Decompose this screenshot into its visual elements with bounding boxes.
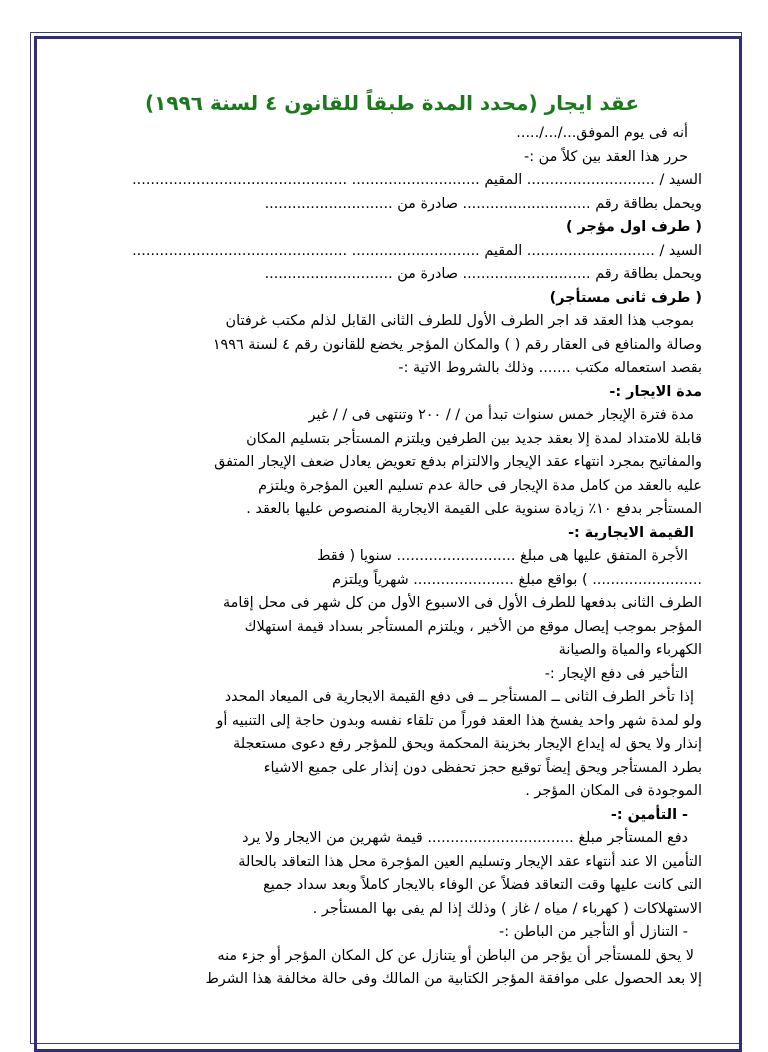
delay-line-3: إنذار ولا يحق له إيداع الإيجار بخزينة المحكمة ويحق للمؤجر رفع دعوى مستعجلة bbox=[233, 736, 702, 752]
party1-label: ( طرف اول مؤجر ) bbox=[565, 219, 702, 235]
duration-line-3: والمفاتيح بمجرد انتهاء عقد الإيجار والالتزام بدفع تعويض يعادل ضعف الإيجار المتفق bbox=[214, 454, 702, 470]
delay-line-5: الموجودة فى المكان المؤجر . bbox=[525, 783, 702, 799]
party2-label: ( طرف ثانى مستأجر) bbox=[549, 289, 702, 306]
delay-heading: التأخير فى دفع الإيجار :- bbox=[544, 665, 688, 682]
rent-line-5: الكهرباء والمياة والصيانة bbox=[558, 642, 702, 658]
preamble-line-1: بموجب هذا العقد قد اجر الطرف الأول للطرف الثانى القابل لذلم مكتب غرفتان bbox=[225, 313, 694, 329]
delay-line-4: بطرد المستأجر ويحق إيضاً توقيع حجز تحفظى دون إنذار على جميع الاشياء bbox=[263, 759, 702, 776]
delay-line-2: ولو لمدة شهر واحد يفسخ هذا العقد فوراً من تلقاء نفسه وبدون حاجة إلى التنبيه أو bbox=[216, 712, 702, 729]
rent-line-4: المؤجر بموجب إيصال موقع من الأخير ، ويلتزم المستأجر بسداد قيمة استهلاك bbox=[244, 618, 702, 635]
rent-line-1: الأجرة المتفق عليها هى مبلغ .......................... سنويا ( فقط bbox=[317, 548, 688, 564]
rent-line-2: ........................ ) بواقع مبلغ ...................... شهرياً ويلتزم bbox=[332, 571, 702, 588]
insurance-line-1: دفع المستأجر مبلغ ................................ قيمة شهرين من الايجار ولا يرد bbox=[242, 830, 688, 846]
lease-contract-document bbox=[82, 90, 702, 992]
sublet-line-1: لا يحق للمستأجر أن يؤجر من الباطن أو يتنازل عن كل المكان المؤجر أو جزء منه bbox=[217, 947, 694, 964]
party2-name-line: السيد / ............................ المقيم ............................ ............................................... bbox=[132, 242, 702, 259]
duration-heading: مدة الايجار :- bbox=[609, 383, 702, 400]
party1-id-line: ويحمل بطاقة رقم ............................ صادرة من ............................ bbox=[264, 195, 702, 212]
sublet-line-2: إلا بعد الحصول على موافقة المؤجر الكتابية من المالك وفى حالة مخالفة هذا الشرط bbox=[205, 971, 702, 987]
insurance-line-2: التأمين الا عند أنتهاء عقد الإيجار وتسليم العين المؤجرة محل هذا التعاقد بالحالة bbox=[238, 853, 702, 870]
duration-line-5: المستأجر بدفع ١٠٪ زيادة سنوية على القيمة الايجارية المنصوص عليها بالعقد . bbox=[246, 501, 702, 517]
insurance-line-4: الاستهلاكات ( كهرباء / مياه / غاز ) وذلك إذا لم يفى بها المستأجر . bbox=[312, 900, 702, 917]
rent-heading: القيمة الايجارية :- bbox=[568, 524, 694, 541]
duration-line-1: مدة فترة الإيجار خمس سنوات تبدأ من / / ٢٠٠ وتنتهى فى / / غير bbox=[308, 407, 694, 423]
preamble-line-3: بقصد استعماله مكتب ....... وذلك بالشروط الاتية :- bbox=[398, 360, 702, 376]
insurance-heading: - التأمين :- bbox=[610, 806, 688, 823]
party2-id-line: ويحمل بطاقة رقم ............................ صادرة من ............................ bbox=[264, 266, 702, 282]
preamble-line-2: وصالة والمنافع فى العقار رقم ( ) والمكان المؤجر يخضع للقانون رقم ٤ لسنة ١٩٩٦ bbox=[212, 336, 702, 353]
contract-title: عقد ايجار (محدد المدة طبقاً للقانون ٤ لسنة ١٩٩٦) bbox=[145, 91, 639, 115]
date-line: أنه فى يوم الموفق.../.../..... bbox=[516, 125, 688, 141]
written-between-line: حرر هذا العقد بين كلاً من :- bbox=[524, 148, 688, 165]
duration-line-4: عليه بالعقد من كامل مدة الإيجار فى حالة عدم تسليم العين المؤجرة ويلتزم bbox=[258, 477, 702, 494]
duration-line-2: قابلة للامتداد لمدة إلا بعقد جديد بين الطرفين ويلتزم المستأجر بتسليم المكان bbox=[246, 430, 702, 447]
rent-line-3: الطرف الثانى بدفعها للطرف الأول فى الاسبوع الأول من كل شهر فى محل إقامة bbox=[222, 595, 702, 611]
insurance-line-3: التى كانت عليها وقت التعاقد فضلاً عن الوفاء بالايجار كاملاً وبعد سداد جميع bbox=[263, 877, 702, 893]
delay-line-1: إذا تأخر الطرف الثانى ــ المستأجر ــ فى دفع القيمة الايجارية فى الميعاد المحدد bbox=[224, 689, 694, 705]
party1-name-line: السيد / ............................ المقيم ............................ ............................................... bbox=[132, 172, 702, 188]
sublet-heading: - التنازل أو التأجير من الباطن :- bbox=[499, 924, 688, 940]
